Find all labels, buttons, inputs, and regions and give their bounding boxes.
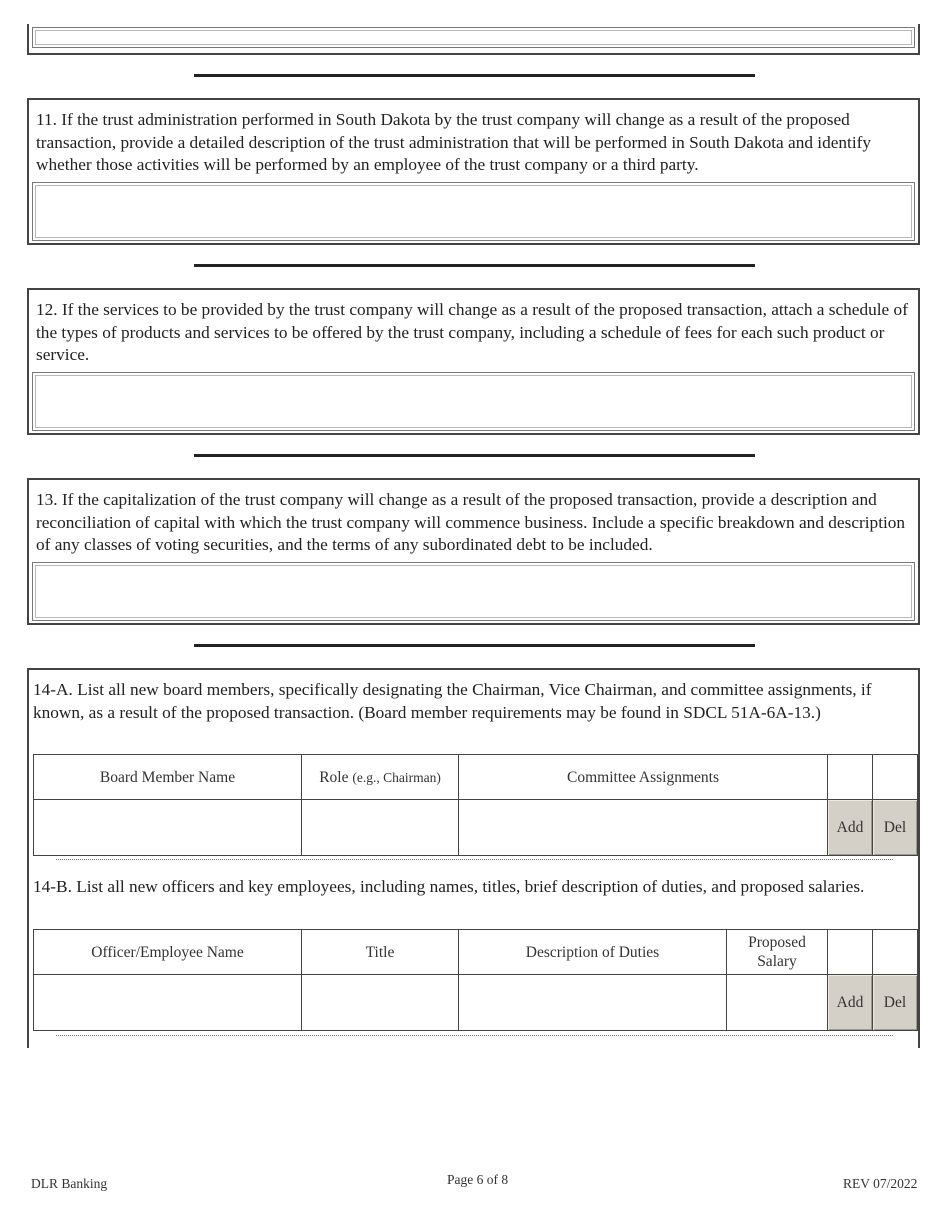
footer-left: DLR Banking	[31, 1176, 108, 1191]
header-spacer	[828, 755, 873, 800]
question-11-text: 11. If the trust administration performed in South Dakota by the trust company will change as a result of the proposed transaction, provide a detailed description of the trust administration that will be performed in South Dakota and identify whether those activities will be performed by an employee of the trust company or a third party.	[36, 110, 872, 174]
row-divider	[56, 859, 893, 860]
officer-employee-table	[33, 929, 918, 1031]
question-13-text: 13. If the capitalization of the trust company will change as a result of the proposed transaction, provide a description and reconciliation of capital with which the trust company will commence business. Include a specific breakdown and description of any classes of voting securities, and the terms of any subordinated debt to be included.	[36, 490, 906, 554]
role-header-hint: (e.g., Chairman)	[352, 769, 441, 785]
table-header-row	[34, 755, 918, 800]
section-separator	[194, 644, 755, 647]
description-of-duties-header: Description of Duties	[459, 930, 727, 975]
board-member-name-header: Board Member Name	[34, 755, 302, 800]
question-12-answer-field[interactable]	[32, 372, 915, 431]
question-14a-text: 14-A. List all new board members, specifically designating the Chairman, Vice Chairman, and committee assignments, if known, as a result of the proposed transaction. (Board member requirements may be found in SDCL 51A-6A-13.)	[33, 680, 872, 722]
proposed-salary-header: Proposed Salary	[727, 930, 828, 975]
question-12-text: 12. If the services to be provided by the trust company will change as a result of the proposed transaction, attach a schedule of the types of products and services to be offered by the trust company, including a schedule of fees for each such product or service.	[36, 300, 908, 364]
question-11-frame	[27, 98, 920, 245]
previous-question-frame	[27, 24, 920, 55]
page-number: Page 6 of 8	[447, 1172, 509, 1187]
role-input[interactable]	[302, 800, 459, 856]
question-13-frame	[27, 478, 920, 625]
question-11-answer-field[interactable]	[32, 182, 915, 241]
board-member-table	[33, 754, 918, 856]
committee-assignments-input[interactable]	[459, 800, 828, 856]
role-header	[302, 755, 459, 800]
add-officer-button[interactable]: Add	[828, 975, 873, 1031]
question-13-answer-field[interactable]	[32, 562, 915, 621]
title-input[interactable]	[302, 975, 459, 1031]
delete-board-member-button[interactable]: Del	[873, 800, 918, 856]
footer-revision: REV 07/2022	[843, 1176, 918, 1191]
officer-employee-name-input[interactable]	[34, 975, 302, 1031]
header-spacer	[873, 755, 918, 800]
previous-answer-field[interactable]	[32, 27, 915, 48]
table-row	[34, 975, 918, 1031]
table-row	[34, 800, 918, 856]
question-12-frame	[27, 288, 920, 435]
header-spacer	[873, 930, 918, 975]
section-separator	[194, 454, 755, 457]
row-divider	[56, 1035, 893, 1036]
proposed-salary-input[interactable]	[727, 975, 828, 1031]
section-separator	[194, 264, 755, 267]
officer-employee-name-header: Officer/Employee Name	[34, 930, 302, 975]
role-header-label: Role	[319, 768, 349, 786]
add-board-member-button[interactable]: Add	[828, 800, 873, 856]
question-14b-text: 14-B. List all new officers and key employees, including names, titles, brief description of duties, and proposed salaries.	[33, 877, 865, 896]
description-of-duties-input[interactable]	[459, 975, 727, 1031]
board-member-name-input[interactable]	[34, 800, 302, 856]
header-spacer	[828, 930, 873, 975]
title-header: Title	[302, 930, 459, 975]
table-header-row	[34, 930, 918, 975]
section-separator	[194, 74, 755, 77]
delete-officer-button[interactable]: Del	[873, 975, 918, 1031]
committee-assignments-header: Committee Assignments	[459, 755, 828, 800]
